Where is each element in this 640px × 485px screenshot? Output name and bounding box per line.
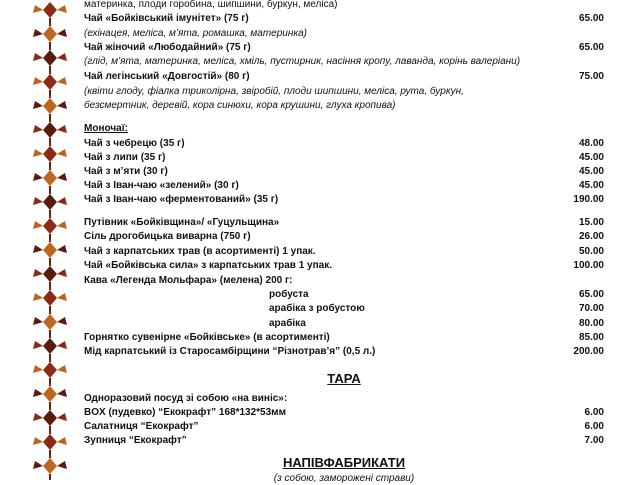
- menu-item-name: Чай «Бойківський імунітет» (75 г) 65.00: [84, 13, 604, 24]
- ornament-motif: [33, 434, 67, 458]
- ornament-motif: [33, 362, 67, 386]
- ornament-motif: [33, 386, 67, 410]
- ornament-motif: [33, 74, 67, 98]
- ornament-motif: [33, 98, 67, 122]
- menu-item-price: 7.00: [584, 435, 604, 446]
- ornament-motif: [33, 2, 67, 26]
- section-title-mono: Моночаї:: [84, 123, 128, 134]
- price-list-page: [84, 0, 604, 484]
- menu-item-price: 200.00: [573, 346, 604, 357]
- ornament-motif: [33, 458, 67, 480]
- section-subtitle: (з собою, заморожені страви): [273, 473, 415, 484]
- menu-item-row: Чай з карпатських трав (в асортименті) 1 упак. 50.00: [84, 246, 604, 257]
- menu-item-price: 45.00: [578, 166, 604, 177]
- ornament-motif: [33, 290, 67, 314]
- menu-item-price: 70.00: [578, 303, 604, 314]
- menu-item-price: 100.00: [573, 260, 604, 271]
- menu-item-description: (квіти глоду, фіалка триколірна, звіробій, плоди шипшини, меліса, рута, буркун,: [84, 86, 464, 97]
- menu-item-row: Салатниця “Екокрафт” 6.00: [84, 421, 604, 432]
- menu-item-price: 85.00: [578, 332, 604, 343]
- menu-item-row: Чай з Іван-чаю «зелений» (30 г) 45.00: [84, 180, 604, 191]
- ornament-border: [30, 0, 70, 480]
- menu-item-price: 48.00: [578, 138, 604, 149]
- coffee-variant-name: робуста: [269, 289, 309, 300]
- menu-item-price: 6.00: [584, 407, 604, 418]
- coffee-variant-name: арабіка з робустою: [269, 303, 365, 314]
- menu-item-name: Чай жіночий «Любодайний» (75 г) 65.00: [84, 42, 604, 53]
- text-line: материнка, плоди горобина, шипшини, буркун, меліса): [84, 0, 338, 10]
- menu-item-row: Чай з чебрецю (35 г) 48.00: [84, 138, 604, 149]
- menu-item-price: 190.00: [573, 194, 604, 205]
- menu-item-name: Чай легінський «Довгостій» (80 г) 75.00: [84, 71, 604, 82]
- menu-item-row: Чай з липи (35 г) 45.00: [84, 152, 604, 163]
- ornament-motif: [33, 146, 67, 170]
- menu-item-price: 65.00: [578, 289, 604, 300]
- menu-item-price: 65.00: [578, 13, 604, 24]
- menu-item-row: BOX (пудевко) “Екокрафт” 168*132*53мм 6.00: [84, 407, 604, 418]
- menu-item-row: Чай «Бойківська сила» з карпатських трав 1 упак. 100.00: [84, 260, 604, 271]
- menu-item-price: 26.00: [578, 231, 604, 242]
- ornament-motif: [33, 338, 67, 362]
- menu-item-row: Путівник «Бойківщина»/ «Гуцульщина» 15.00: [84, 217, 604, 228]
- ornament-motif: [33, 314, 67, 338]
- menu-item-price: 15.00: [578, 217, 604, 228]
- menu-item-row: Чай з Іван-чаю «ферментований» (35 г) 190.00: [84, 194, 604, 205]
- menu-item-row: Зупниця “Екокрафт” 7.00: [84, 435, 604, 446]
- ornament-motif: [33, 122, 67, 146]
- ornament-motif: [33, 266, 67, 290]
- ornament-motif: [33, 26, 67, 50]
- ornament-motif: [33, 218, 67, 242]
- coffee-item-name: Кава «Легенда Мольфара» (мелена) 200 г:: [84, 275, 293, 286]
- section-title-semi: НАПІВФАБРИКАТИ: [282, 455, 406, 470]
- section-title-tara: ТАРА: [327, 371, 361, 386]
- menu-item-row: Сіль дрогобицька виварна (750 г) 26.00: [84, 231, 604, 242]
- menu-item-price: 65.00: [578, 42, 604, 53]
- ornament-motif: [33, 410, 67, 434]
- menu-item-row: Горнятко сувенірне «Бойківське» (в асортименті) 85.00: [84, 332, 604, 343]
- menu-item-description: (ехінацея, меліса, м’ята, ромашка, материнка): [84, 28, 307, 39]
- menu-item-row: Чай з м’яти (30 г) 45.00: [84, 166, 604, 177]
- menu-item-price: 6.00: [584, 421, 604, 432]
- ornament-motif: [33, 242, 67, 266]
- menu-item-price: 80.00: [578, 318, 604, 329]
- section-subtitle: Одноразовий посуд зі собою «на виніс»:: [84, 393, 288, 404]
- menu-item-price: 45.00: [578, 152, 604, 163]
- menu-item-row: Мід карпатський із Старосамбірщини “Різнотрав’я” (0,5 л.) 200.00: [84, 346, 604, 357]
- menu-item-price: 50.00: [578, 246, 604, 257]
- ornament-motif: [33, 50, 67, 74]
- menu-item-price: 75.00: [578, 71, 604, 82]
- menu-item-description: безсмертник, деревій, кора синюхи, кора крушини, глуха кропива): [84, 100, 396, 111]
- menu-item-description: (глід, м’ята, материнка, меліса, хміль, пустирник, насіння кропу, лаванда, корінь валеріани): [84, 56, 521, 67]
- ornament-motif: [33, 194, 67, 218]
- menu-item-price: 45.00: [578, 180, 604, 191]
- ornament-motif: [33, 170, 67, 194]
- coffee-variant-name: арабіка: [269, 318, 306, 329]
